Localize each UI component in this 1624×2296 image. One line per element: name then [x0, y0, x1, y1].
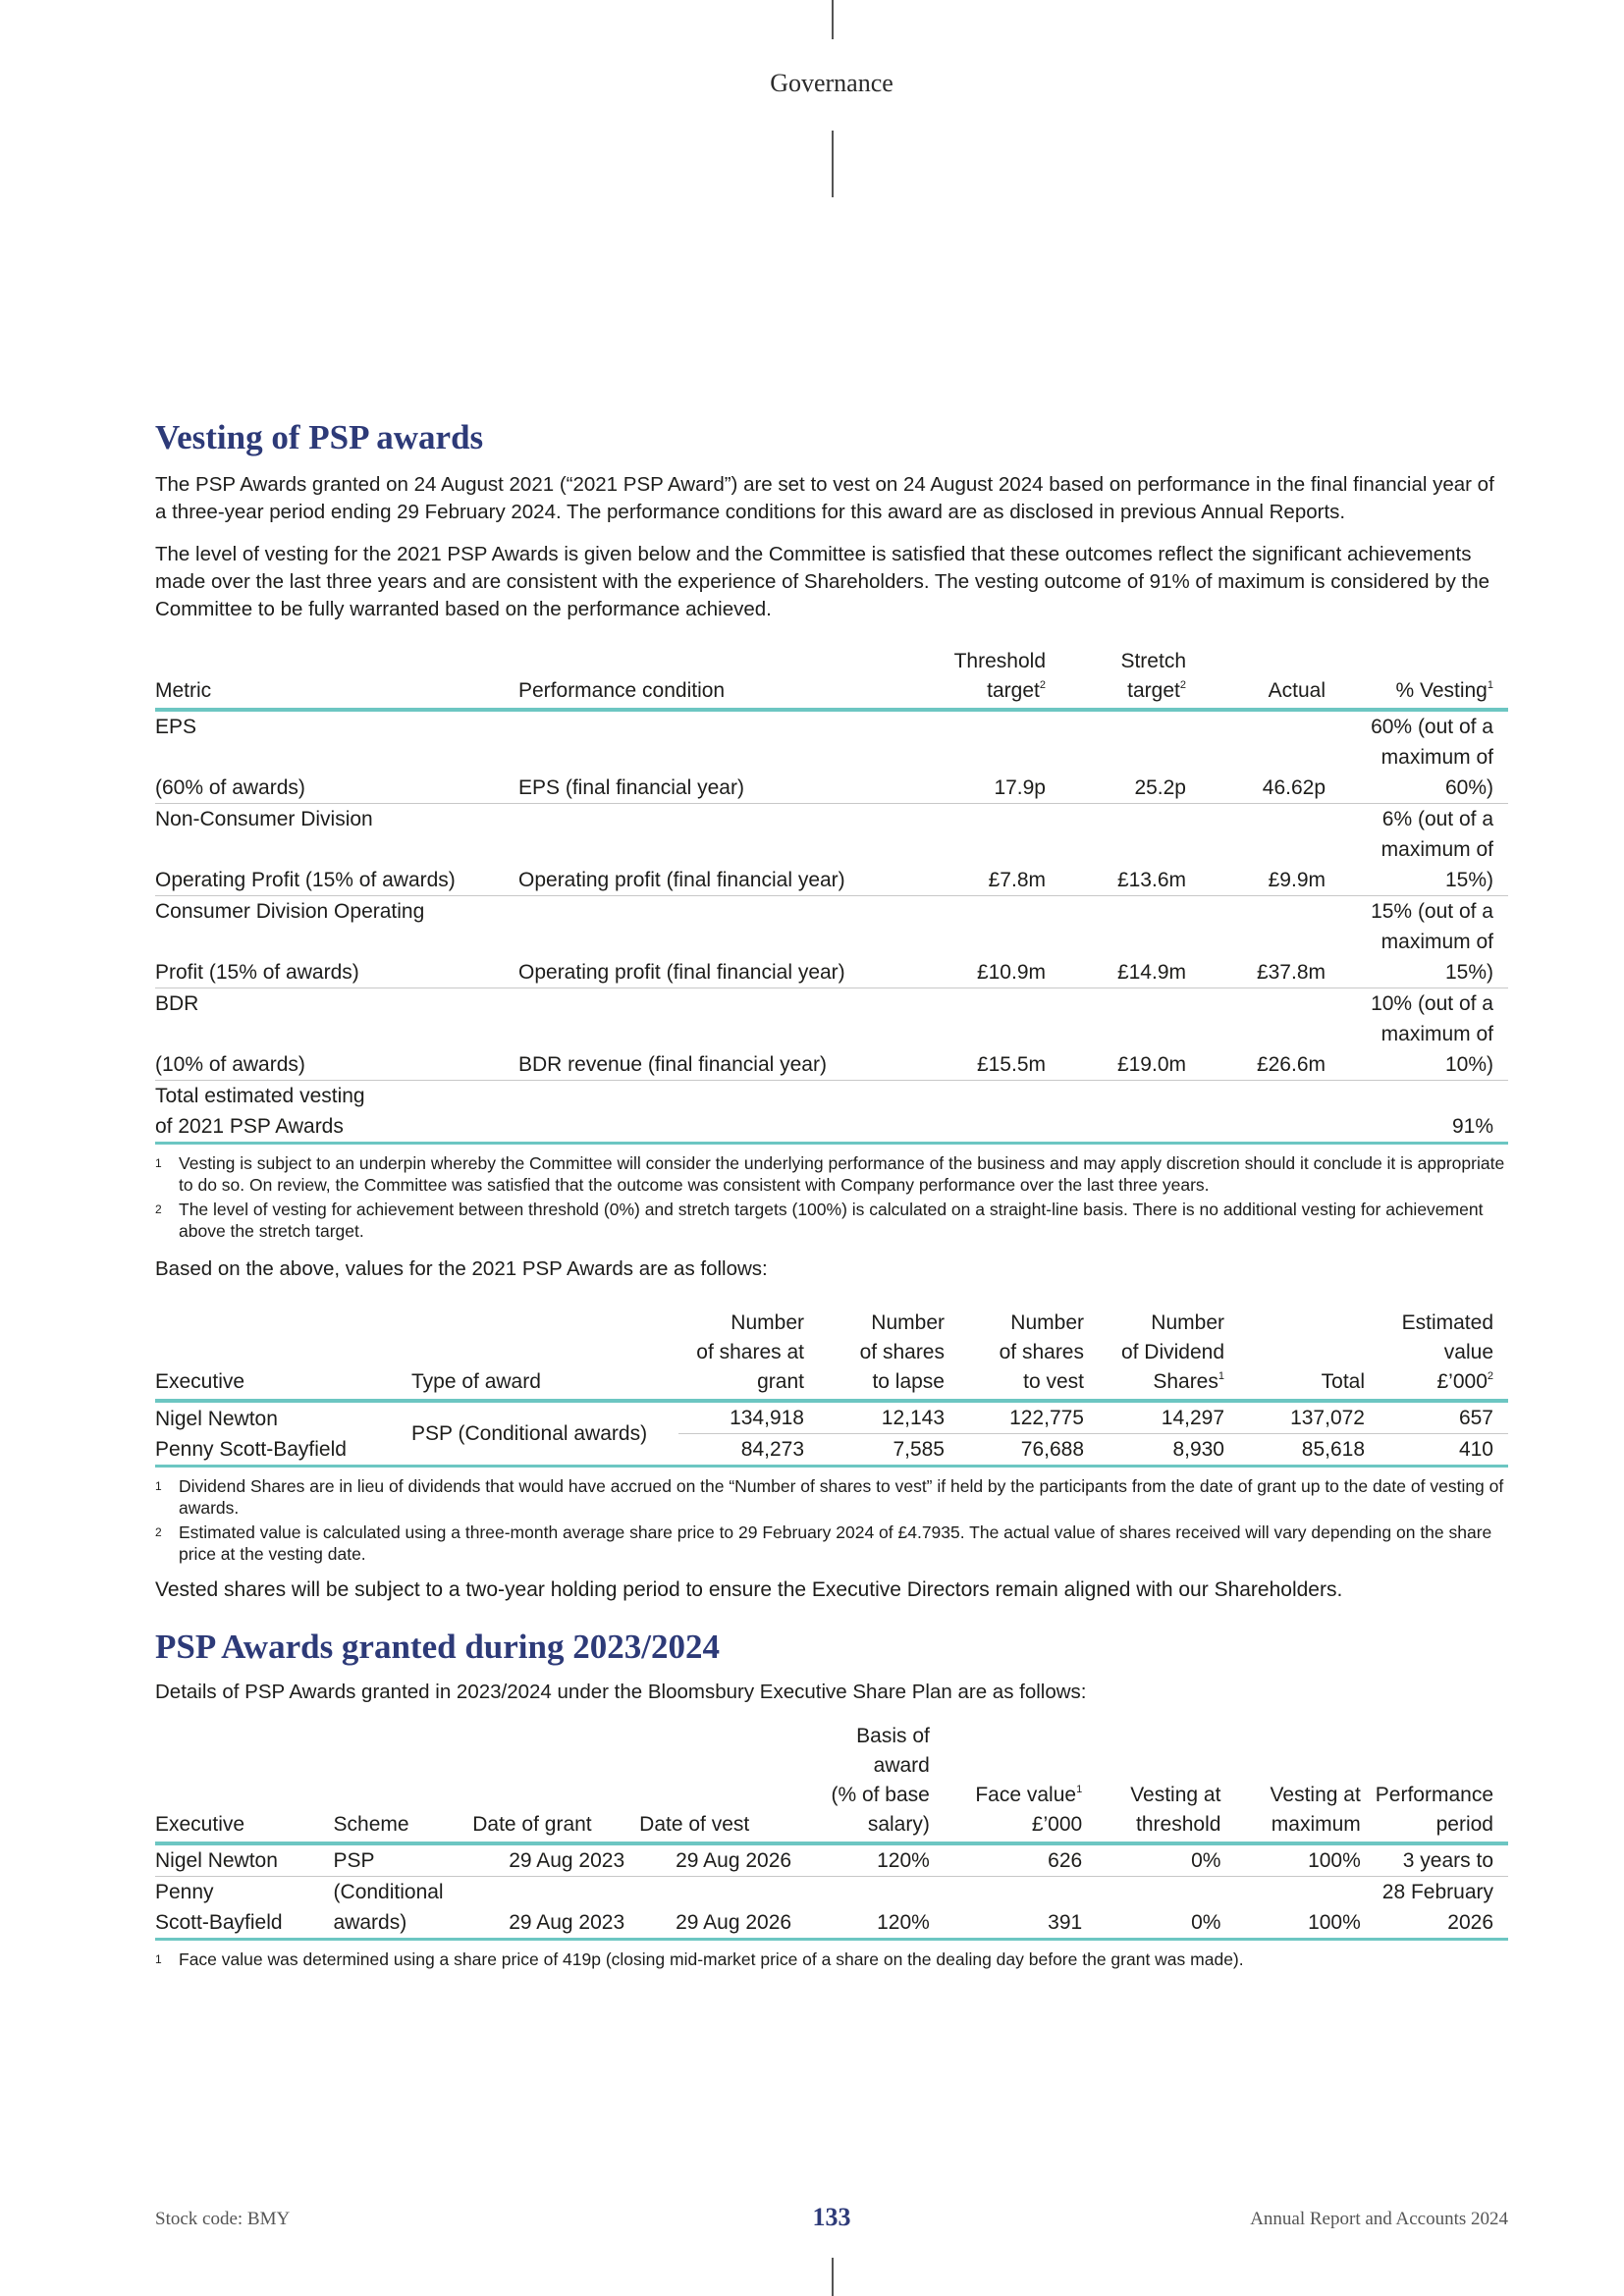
granted-footnotes — [155, 1949, 1508, 1970]
vesting-paragraph-2: The level of vesting for the 2021 PSP Awards is given below and the Committee is satisfied that these outcomes reflect the significant achievements made over the last three years and are consistent with the experience of Shareholders. The vesting outcome of 91% of maximum is considered by the Committee to be fully warranted based on the performance achieved. — [155, 543, 1490, 620]
holding-period-note: Vested shares will be subject to a two-year holding period to ensure the Executive Directors remain aligned with our Shareholders. — [155, 1578, 1343, 1601]
vesting-footnotes — [155, 1152, 1508, 1242]
table-header-row: Executive Type of award Number of shares at grant Number of shares to lapse Number of shares to vest Number of Dividend Shares$^1$ Total Estimated value $£’000^2$ — [155, 1308, 1508, 1401]
table-row: Profit (15% of awards) Operating profit (final financial year) £10.9m £14.9m £37.8m maximum of 15%) — [155, 927, 1508, 988]
top-divider-line — [832, 0, 834, 39]
values-footnotes — [155, 1475, 1508, 1565]
table-row: Penny Scott-Bayfield 84,273 7,585 76,688 8,930 85,618 410 — [155, 1434, 1508, 1467]
table-header-row: Executive Scheme Date of grant Date of vest Basis of award (% of base salary) Face value$^1$ £’000 Vesting at threshold Vesting at maximum Performance period — [155, 1722, 1508, 1843]
table-row: EPS 60% (out of a — [155, 716, 1493, 738]
section-title: Governance — [770, 69, 893, 97]
table-total-row: of 2021 PSP Awards 91% — [155, 1111, 1508, 1144]
table-row: Consumer Division Operating 15% (out of a — [155, 900, 1493, 923]
col-stretch-target: Stretch target$^2$ — [1120, 650, 1186, 702]
values-intro: Based on the above, values for the 2021 PSP Awards are as follows: — [155, 1257, 768, 1280]
vesting-section — [155, 418, 1508, 1970]
footnote: 2 The level of vesting for achievement between threshold (0%) and stretch targets (100%) is calculated on a straight-line basis. There is no additional vesting for achievement above the stretch target. — [155, 1200, 1484, 1241]
granted-table — [155, 1722, 1508, 1941]
table-row: (60% of awards) EPS (final financial year) 17.9p 25.2p 46.62p maximum of 60%) — [155, 742, 1508, 804]
granted-intro: Details of PSP Awards granted in 2023/2024 under the Bloomsbury Executive Share Plan are as follows: — [155, 1681, 1087, 1703]
vesting-paragraph-1: The PSP Awards granted on 24 August 2021 (“2021 PSP Award”) are set to vest on 24 August 2024 based on performance in the final financial year of a three-year period ending 29 February 2024. The performance conditions for this award are as disclosed in previous Annual Reports. — [155, 473, 1494, 523]
table-row: Penny (Conditional 28 February — [155, 1881, 1493, 1903]
footnote: 1 Dividend Shares are in lieu of dividends that would have accrued on the “Number of shares to vest” if held by the participants from the date of grant up to the date of vesting of awards. — [155, 1476, 1504, 1518]
bottom-divider-line — [832, 2258, 834, 2296]
table-row: BDR 10% (out of a — [155, 992, 1493, 1015]
table-row: Nigel Newton PSP 29 Aug 2023 29 Aug 2026 120% 626 0% 100% 3 years to — [155, 1843, 1508, 1877]
col-metric: Metric — [155, 679, 212, 702]
table-row: (10% of awards) BDR revenue (final financial year) £15.5m £19.0m £26.6m maximum of 10%) — [155, 1019, 1508, 1081]
col-percent-vesting: % Vesting$^1$ — [1395, 679, 1493, 702]
vesting-table — [155, 647, 1508, 1145]
col-performance-condition: Performance condition — [518, 679, 726, 702]
values-table — [155, 1308, 1508, 1468]
table-row: Operating Profit (15% of awards) Operating profit (final financial year) £7.8m £13.6m £9.9m maximum of 15%) — [155, 834, 1508, 896]
header-divider-line — [832, 131, 834, 197]
footnote: 1 Face value was determined using a share price of 419p (closing mid-market price of a share on the dealing day before the grant was made). — [155, 1949, 1244, 1969]
footer-report-title: Annual Report and Accounts 2024 — [1250, 2209, 1508, 2229]
col-actual: Actual — [1268, 679, 1326, 702]
granted-heading: PSP Awards granted during 2023/2024 — [155, 1628, 720, 1666]
table-total-row: Total estimated vesting — [155, 1085, 365, 1107]
col-threshold-target: Threshold target$^2$ — [953, 650, 1046, 702]
table-row: Non-Consumer Division 6% (out of a — [155, 808, 1493, 830]
page-number: 133 — [812, 2203, 851, 2231]
footer-stock-code: Stock code: BMY — [155, 2209, 291, 2229]
table-row: Nigel Newton PSP (Conditional awards) 134,918 12,143 122,775 14,297 137,072 657 — [155, 1401, 1508, 1434]
table-row: Scott-Bayfield awards) 29 Aug 2023 29 Aug 2026 120% 391 0% 100% 2026 — [155, 1907, 1508, 1940]
table-header-row — [155, 647, 1508, 710]
footnote: 2 Estimated value is calculated using a three-month average share price to 29 February 2024 of £4.7935. The actual value of shares received will vary depending on the share price at the vesting date. — [155, 1522, 1492, 1564]
footnote: 1 Vesting is subject to an underpin whereby the Committee will consider the underlying performance of the business and may apply discretion should it conclude it is appropriate to do so. On review, the Committee was satisfied that the outcome was consistent with Company performance over the last three years. — [155, 1153, 1505, 1195]
vesting-heading: Vesting of PSP awards — [155, 418, 484, 456]
type-of-award-cell: PSP (Conditional awards) — [411, 1401, 678, 1467]
